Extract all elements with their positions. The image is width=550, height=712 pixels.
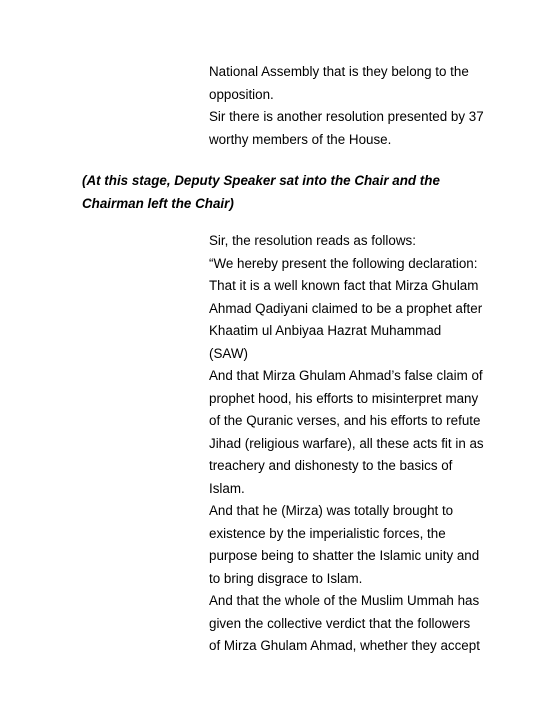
text-line: existence by the imperialistic forces, the bbox=[209, 525, 446, 541]
text-line: That it is a well known fact that Mirza Ghulam bbox=[209, 278, 479, 293]
text-line: (SAW) bbox=[209, 345, 248, 361]
text-line: to bring disgrace to Islam. bbox=[209, 570, 363, 586]
resolution-text bbox=[209, 230, 509, 658]
text-line: prophet hood, his efforts to misinterpret many bbox=[209, 390, 479, 406]
text-line: And that Mirza Ghulam Ahmad’s false claim of bbox=[209, 368, 483, 383]
text-line: Ahmad Qadiyani claimed to be a prophet after bbox=[209, 300, 483, 316]
text-line: of the Quranic verses, and his efforts to refute bbox=[209, 413, 481, 428]
text-line: “We hereby present the following declaration: bbox=[209, 255, 478, 271]
text-line: And that he (Mirza) was totally brought to bbox=[209, 503, 454, 518]
stage-direction-line: (At this stage, Deputy Speaker sat into the Chair and the bbox=[82, 173, 440, 188]
text-line: opposition. bbox=[209, 86, 274, 102]
text-line: given the collective verdict that the followers bbox=[209, 615, 471, 631]
text-line: National Assembly that is they belong to the bbox=[209, 64, 469, 79]
text-line: Jihad (religious warfare), all these acts fit in as bbox=[209, 435, 484, 451]
text-line: purpose being to shatter the Islamic unity and bbox=[209, 548, 480, 563]
text-line: of Mirza Ghulam Ahmad, whether they accept bbox=[209, 638, 480, 653]
text-line: Sir there is another resolution presented by 37 bbox=[209, 109, 484, 124]
text-line: Khaatim ul Anbiyaa Hazrat Muhammad bbox=[209, 323, 442, 338]
stage-direction bbox=[82, 170, 440, 215]
text-line: Islam. bbox=[209, 480, 245, 496]
text-line: worthy members of the House. bbox=[209, 131, 392, 147]
text-line: treachery and dishonesty to the basics of bbox=[209, 458, 453, 473]
stage-direction-line: Chairman left the Chair) bbox=[82, 195, 234, 211]
text-line: Sir, the resolution reads as follows: bbox=[209, 233, 416, 248]
text-line: And that the whole of the Muslim Ummah has bbox=[209, 593, 480, 608]
speech-paragraph-top bbox=[209, 61, 509, 151]
